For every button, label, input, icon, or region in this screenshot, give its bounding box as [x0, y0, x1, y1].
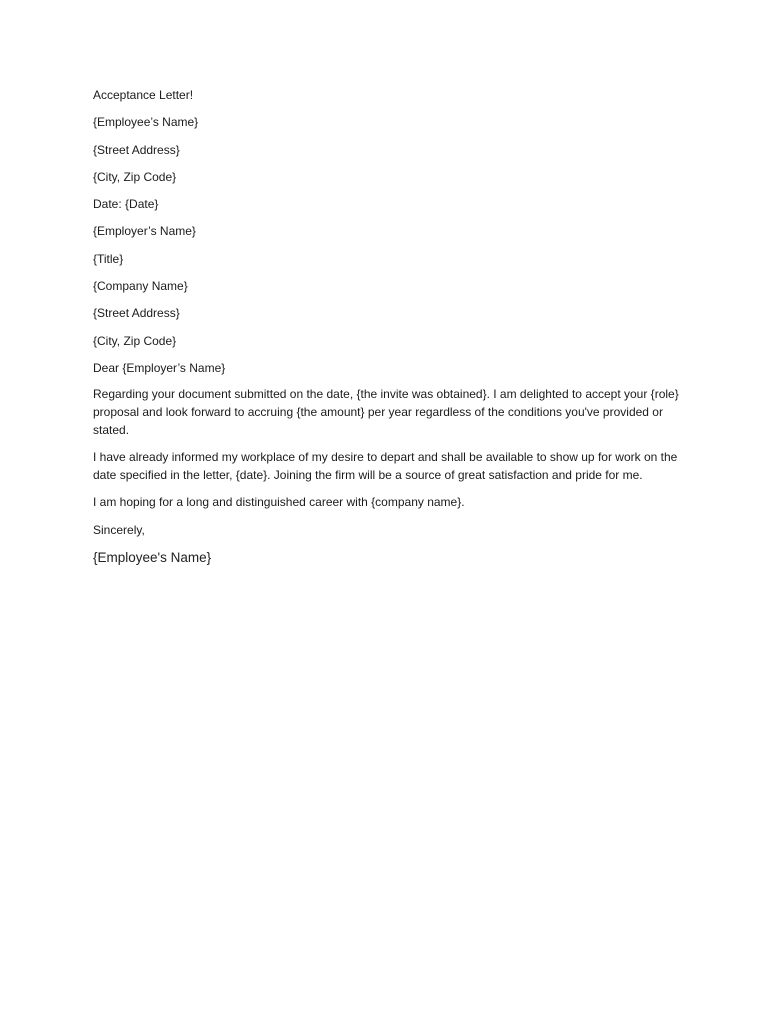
recipient-company: {Company Name} — [93, 279, 188, 294]
sender-street: {Street Address} — [93, 142, 180, 157]
closing: Sincerely, — [93, 522, 145, 537]
recipient-street: {Street Address} — [93, 306, 180, 321]
sender-name: {Employee’s Name} — [93, 115, 199, 130]
paragraph-notice: I have already informed my workplace of my desire to depart and shall be available to show up for work on the date specified in the letter, {date}. Joining the firm will be a source of great satisfaction and pride for me. — [93, 449, 678, 482]
letter-body — [93, 86, 683, 568]
recipient-city-zip: {City, Zip Code} — [93, 333, 177, 348]
salutation: Dear {Employer’s Name} — [93, 360, 226, 375]
recipient-title: {Title} — [93, 251, 124, 266]
recipient-name: {Employer’s Name} — [93, 224, 196, 239]
paragraph-acceptance: Regarding your document submitted on the date, {the invite was obtained}. I am delighted to accept your {role} proposal and look forward to accruing {the amount} per year regardless of the conditions you've provided or stated. — [93, 387, 679, 437]
letter-date: Date: {Date} — [93, 197, 159, 212]
paragraph-hope: I am hoping for a long and distinguished career with {company name}. — [93, 494, 465, 509]
letter-heading: Acceptance Letter! — [93, 88, 194, 102]
sender-city-zip: {City, Zip Code} — [93, 169, 177, 184]
signature-name: {Employee's Name} — [93, 550, 212, 566]
